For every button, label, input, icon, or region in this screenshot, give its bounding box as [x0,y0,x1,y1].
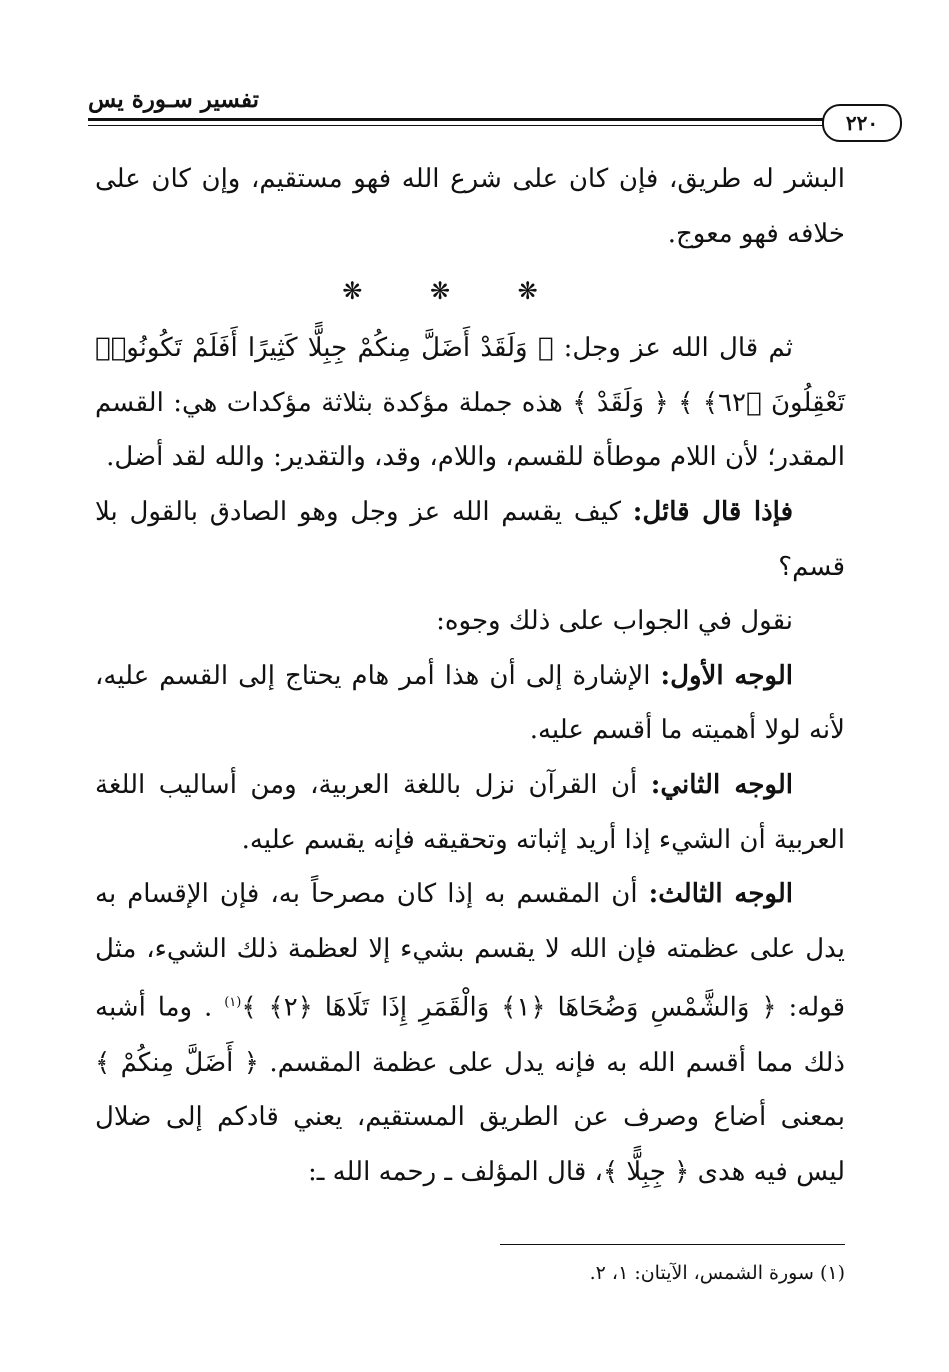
paragraph-5-text: الإشارة إلى أن هذا أمر هام يحتاج إلى القسم عليه، لأنه لولا أهميته ما أقسم عليه. [95,660,845,746]
paragraph-3-lead: فإذا قال قائل: [632,496,793,527]
paragraph-7-text-3: بمعنى أضاع وصرف عن الطريق المستقيم، يعني قادكم إلى ضلال ليس فيه هدى [95,1102,845,1187]
footnote-1: (١) سورة الشمس، الآيتان: ١، ٢. [589,1262,845,1284]
paragraph-7-text-4: ، قال المؤلف ـ رحمه الله ـ: [307,1156,603,1187]
footnote-rule [500,1244,845,1245]
quran-verse: ﴿ وَلَقَدْ أَضَلَّ مِنكُمْ جِبِلًّا كَثِيرًا أَفَلَمْ تَكُونُوا۟ تَعْقِلُونَ ﴿٦٢﴾ ﴾ [95,333,846,418]
paragraph-2 [95,321,845,485]
body-text [95,152,845,1199]
quran-word-jibilla: ﴿ جِبِلًّا ﴾ [602,1156,690,1187]
paragraph-1 [95,152,845,261]
paragraph-7-lead: الوجه الثالث: [648,879,793,910]
paragraph-3-text: كيف يقسم الله عز وجل وهو الصادق بالقول بلا قسم؟ [95,496,845,582]
quran-verse-shams: ﴿ وَالشَّمْسِ وَضُحَاهَا ﴿١﴾ وَالْقَمَرِ إِذَا تَلَاهَا ﴿٢﴾ ﴾ [241,992,777,1023]
paragraph-3 [95,485,845,594]
running-title: تفسير سـورة يس [88,86,259,113]
header-rule-thin [88,125,823,126]
paragraph-2-text: هذه جملة مؤكدة بثلاثة مؤكدات هي: القسم المقدر؛ لأن اللام موطأة للقسم، واللام، وقد، والتقدير: والله لقد أضل. [95,387,845,473]
paragraph-6-lead: الوجه الثاني: [650,769,794,800]
paragraph-4 [95,594,845,649]
page-number: ٢٢٠ [822,104,902,142]
paragraph-6-text: أن القرآن نزل باللغة العربية، ومن أساليب اللغة العربية أن الشيء إذا أريد إثباته وتحقيقه فإنه يقسم عليه. [95,769,845,855]
quran-word-adalla: ﴿ أَضَلَّ مِنكُمْ ﴾ [95,1047,259,1078]
paragraph-7-text-2: . وما أشبه ذلك مما أقسم الله به فإنه يدل على عظمة المقسم. [95,992,845,1078]
paragraph-4-text: نقول في الجواب على ذلك وجوه: [436,606,793,637]
quran-word: ﴿ وَلَقَدْ ﴾ [572,387,669,418]
paragraph-6 [95,758,845,867]
paragraph-7 [95,867,845,1199]
paragraph-7-text-1: أن المقسم به إذا كان مصرحاً به، فإن الإقسام به يدل على عظمته فإن الله لا يقسم بشيء إلا لعظمة ذلك الشيء، مثل قوله: [95,879,845,1023]
paragraph-2-intro: ثم قال الله عز وجل: [563,333,793,364]
paragraph-5-lead: الوجه الأول: [660,660,793,691]
paragraph-5 [95,649,845,758]
section-divider: ❋ ❋ ❋ [342,277,568,306]
footnote-ref[interactable]: (١) [224,995,242,1011]
paragraph-1-text: البشر له طريق، فإن كان على شرع الله فهو مستقيم، وإن كان على خلافه فهو معوج. [95,164,845,249]
header-rule [88,118,823,121]
